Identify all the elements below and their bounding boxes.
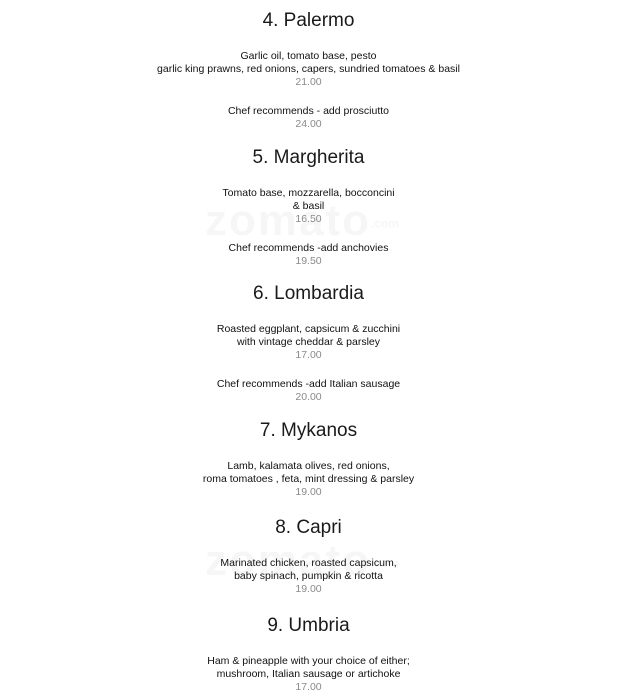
- chef-recommendation: Chef recommends -add Italian sausage: [216, 378, 401, 390]
- menu-item-price: 19.00: [295, 486, 322, 498]
- menu-item-title: 5. Margherita: [252, 147, 365, 168]
- menu-item-description: Ham & pineapple with your choice of either;: [207, 655, 410, 667]
- menu-item-description: Roasted eggplant, capsicum & zucchini: [216, 323, 401, 335]
- chef-recommendation-price: 20.00: [295, 391, 322, 403]
- menu-item-title: 4. Palermo: [262, 10, 355, 31]
- menu-item-description: roma tomatoes , feta, mint dressing & parsley: [202, 473, 415, 485]
- menu-item-title: 8. Capri: [275, 517, 342, 538]
- menu-item-lombardia: [0, 283, 617, 404]
- menu-item-description: with vintage cheddar & parsley: [237, 336, 380, 348]
- menu-item-description: & basil: [292, 200, 325, 212]
- menu-item-title: 6. Lombardia: [253, 283, 364, 304]
- menu-item-title: 9. Umbria: [267, 615, 350, 636]
- menu-item-description: Garlic oil, tomato base, pesto: [240, 50, 377, 62]
- menu-item-capri: [0, 517, 617, 596]
- menu-item-description: Lamb, kalamata olives, red onions,: [227, 460, 390, 472]
- menu-item-description: mushroom, Italian sausage or artichoke: [216, 668, 401, 680]
- menu-item-margherita: [0, 147, 617, 268]
- menu-item-description: garlic king prawns, red onions, capers, sundried tomatoes & basil: [157, 63, 460, 75]
- menu-item-title: 7. Mykanos: [259, 420, 358, 441]
- menu-item-palermo: [0, 10, 617, 131]
- chef-recommendation: Chef recommends - add prosciutto: [227, 105, 390, 117]
- menu-item-description: baby spinach, pumpkin & ricotta: [234, 570, 383, 582]
- menu-item-price: 19.00: [295, 583, 322, 595]
- menu-item-mykanos: [0, 420, 617, 499]
- chef-recommendation-price: 19.50: [295, 255, 322, 267]
- chef-recommendation: Chef recommends -add anchovies: [228, 242, 389, 254]
- chef-recommendation-price: 24.00: [295, 118, 322, 130]
- menu-item-price: 17.00: [295, 349, 322, 361]
- menu-item-price: 21.00: [295, 76, 322, 88]
- menu-item-description: Marinated chicken, roasted capsicum,: [220, 557, 397, 569]
- menu-item-description: Tomato base, mozzarella, bocconcini: [222, 187, 395, 199]
- menu-item-price: 17.00: [295, 681, 322, 693]
- menu-item-price: 16.50: [295, 213, 322, 225]
- menu-item-umbria: [0, 615, 617, 694]
